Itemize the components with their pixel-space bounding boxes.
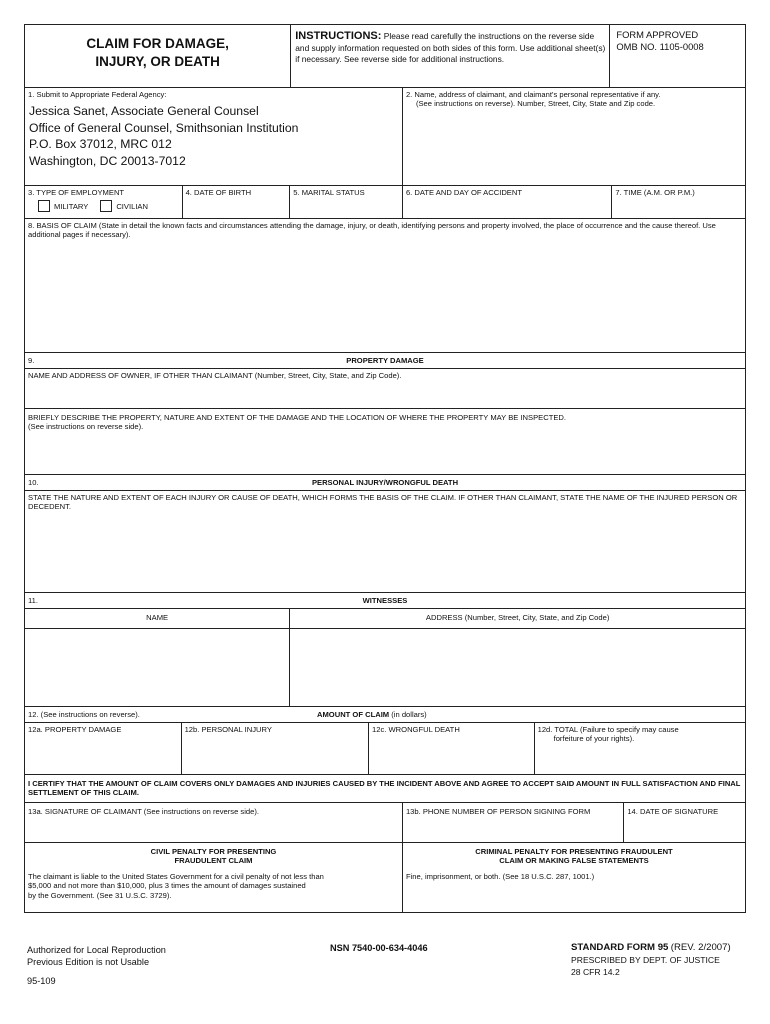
owner-row	[24, 369, 746, 409]
civil-penalty-text-line1: The claimant is liable to the United States Government for a civil penalty of not less than	[28, 871, 324, 881]
property-description-box[interactable]	[25, 409, 745, 474]
personal-injury-header	[24, 475, 746, 491]
injury-description-label: STATE THE NATURE AND EXTENT OF EACH INJURY OR CAUSE OF DEATH, WHICH FORMS THE BASIS OF THE CLAIM. IF OTHER THAN CLAIMANT, STATE THE NAME OF THE INJURED PERSON OR DECEDENT.	[28, 493, 738, 512]
accident-date-box[interactable]	[402, 186, 611, 218]
witness-address-column: ADDRESS (Number, Street, City, State, and Zip Code)	[289, 609, 745, 628]
witnesses-columns	[24, 609, 746, 629]
claimant-signature-box[interactable]	[25, 803, 402, 842]
standard-form-revision: (REV. 2/2007)	[670, 942, 731, 953]
amount-row	[24, 723, 746, 775]
property-damage-amount-label: 12a. PROPERTY DAMAGE	[28, 725, 122, 734]
property-description-note: (See instructions on reverse side).	[28, 422, 144, 432]
basis-of-claim-label: 8. BASIS OF CLAIM (State in detail the known facts and circumstances attending the damage, injury, or death, identifying persons and property involved, the place of occurrence and the cause thereof. Use additional pages if necessary).	[28, 221, 716, 240]
criminal-penalty-box	[402, 843, 745, 912]
wrongful-death-amount-box[interactable]	[368, 723, 534, 774]
witnesses-entry-row	[24, 629, 746, 707]
owner-label: NAME AND ADDRESS OF OWNER, IF OTHER THAN CLAIMANT (Number, Street, City, State, and Zip Code).	[28, 371, 402, 380]
witnesses-header	[24, 593, 746, 609]
witnesses-title: WITNESSES	[362, 596, 408, 605]
amount-of-claim-title-wrap	[317, 710, 427, 719]
military-option[interactable]	[38, 200, 88, 212]
date-of-birth-label: 4. DATE OF BIRTH	[185, 188, 252, 197]
total-amount-label-line2: forfeiture of your rights).	[553, 734, 635, 744]
agency-address	[28, 99, 399, 169]
personal-info-row	[24, 186, 746, 219]
cfr-reference: 28 CFR 14.2	[571, 966, 620, 977]
form-approved-box	[609, 25, 745, 87]
form-header	[24, 24, 746, 88]
witness-name-column: NAME	[146, 613, 169, 622]
employment-options	[28, 200, 179, 212]
total-amount-label-line1: 12d. TOTAL (Failure to specify may cause	[537, 725, 679, 734]
personal-injury-amount-label: 12b. PERSONAL INJURY	[184, 725, 272, 734]
agency-label: 1. Submit to Appropriate Federal Agency:	[28, 90, 167, 99]
civilian-label: CIVILIAN	[116, 201, 148, 211]
form-code: 95-109	[27, 975, 56, 986]
basis-of-claim-box[interactable]	[25, 219, 745, 352]
instructions-box	[290, 25, 609, 87]
personal-injury-title: PERSONAL INJURY/WRONGFUL DEATH	[311, 478, 459, 487]
military-checkbox[interactable]	[38, 200, 50, 212]
property-description-label: BRIEFLY DESCRIBE THE PROPERTY, NATURE AND EXTENT OF THE DAMAGE AND THE LOCATION OF WHERE THE PROPERTY MAY BE INSPECTED.	[28, 413, 566, 422]
agency-line-3: P.O. Box 37012, MRC 012	[29, 137, 172, 152]
criminal-penalty-title-line2: CLAIM OR MAKING FALSE STATEMENTS	[499, 856, 649, 866]
marital-status-label: 5. MARITAL STATUS	[293, 188, 365, 197]
property-damage-number: 9.	[28, 356, 35, 365]
witnesses-number: 11.	[28, 596, 38, 605]
marital-status-box[interactable]	[289, 186, 402, 218]
witness-address-field[interactable]	[289, 629, 745, 706]
personal-injury-amount-box[interactable]	[181, 723, 368, 774]
signature-date-box[interactable]	[623, 803, 745, 842]
military-label: MILITARY	[54, 201, 89, 211]
injury-description-box[interactable]	[25, 491, 745, 592]
agency-line-1: Jessica Sanet, Associate General Counsel	[29, 104, 259, 119]
owner-box[interactable]	[25, 369, 745, 408]
phone-number-box[interactable]	[402, 803, 623, 842]
instructions-lead: INSTRUCTIONS:	[295, 30, 382, 42]
criminal-penalty-text: Fine, imprisonment, or both. (See 18 U.S.C. 287, 1001.)	[405, 871, 595, 881]
agency-claimant-row	[24, 88, 746, 186]
penalties-row	[24, 843, 746, 913]
amount-of-claim-header	[24, 707, 746, 723]
witness-name-field[interactable]	[25, 629, 289, 706]
total-amount-box[interactable]	[534, 723, 745, 774]
omb-number: OMB NO. 1105-0008	[616, 40, 704, 52]
reproduction-note	[27, 944, 166, 987]
form-title-line2: INJURY, OR DEATH	[95, 53, 220, 69]
claimant-signature-label: 13a. SIGNATURE OF CLAIMANT (See instructions on reverse side).	[28, 807, 259, 816]
signature-row	[24, 803, 746, 843]
standard-form-title: STANDARD FORM 95	[571, 942, 669, 953]
amount-of-claim-number: 12. (See instructions on reverse).	[28, 710, 140, 719]
civilian-option[interactable]	[100, 200, 148, 212]
nsn-number: NSN 7540-00-634-4046	[330, 943, 428, 953]
date-of-birth-box[interactable]	[182, 186, 290, 218]
form-title-line1: CLAIM FOR DAMAGE,	[86, 36, 229, 51]
claim-form	[24, 24, 746, 913]
prescribed-by: PRESCRIBED BY DEPT. OF JUSTICE	[571, 954, 720, 965]
form-approved-label: FORM APPROVED	[616, 29, 699, 40]
employment-type-label: 3. TYPE OF EMPLOYMENT	[28, 188, 125, 197]
claimant-label-line2: (See instructions on reverse). Number, Street, City, State and Zip code.	[415, 99, 656, 109]
civil-penalty-title-line1: CIVIL PENALTY FOR PRESENTING	[150, 847, 277, 856]
amount-of-claim-title: AMOUNT OF CLAIM	[317, 710, 390, 719]
signature-date-label: 14. DATE OF SIGNATURE	[627, 807, 719, 816]
property-damage-amount-box[interactable]	[25, 723, 181, 774]
criminal-penalty-title-line1: CRIMINAL PENALTY FOR PRESENTING FRAUDULENT	[475, 847, 673, 856]
reproduction-line1: Authorized for Local Reproduction	[27, 945, 166, 955]
wrongful-death-amount-label: 12c. WRONGFUL DEATH	[372, 725, 460, 734]
agency-line-2: Office of General Counsel, Smithsonian Institution	[29, 120, 299, 135]
instructions-text: Please read carefully the instructions on the reverse side and supply information requested on both sides of this form. Use additional sheet(s) if necessary. See reverse side for additional instructions.	[295, 31, 606, 65]
civil-penalty-text-line2: $5,000 and not more than $10,000, plus 3 times the amount of damages sustained	[28, 881, 306, 891]
certification-row	[24, 775, 746, 803]
employment-type-box	[25, 186, 182, 218]
amount-of-claim-header-cell	[25, 707, 745, 722]
civil-penalty-text-line3: by the Government. (See 31 U.S.C. 3729).	[28, 890, 172, 900]
accident-time-label: 7. TIME (A.M. OR P.M.)	[615, 188, 695, 197]
accident-time-box[interactable]	[611, 186, 745, 218]
phone-number-label: 13b. PHONE NUMBER OF PERSON SIGNING FORM	[405, 807, 591, 816]
civil-penalty-title-line2: FRAUDULENT CLAIM	[174, 856, 253, 866]
civil-penalty-box	[25, 843, 402, 912]
reproduction-line2: Previous Edition is not Usable	[27, 957, 150, 968]
property-damage-header	[24, 353, 746, 369]
claimant-label-line1: 2. Name, address of claimant, and claimant's personal representative if any.	[405, 90, 661, 99]
property-damage-title: PROPERTY DAMAGE	[346, 356, 424, 365]
injury-description-row	[24, 491, 746, 593]
agency-box[interactable]	[25, 88, 402, 185]
basis-of-claim-row	[24, 219, 746, 353]
claimant-box[interactable]	[402, 88, 745, 185]
certification-text: I CERTIFY THAT THE AMOUNT OF CLAIM COVERS ONLY DAMAGES AND INJURIES CAUSED BY THE INCIDENT ABOVE AND AGREE TO ACCEPT SAID AMOUNT IN FULL SATISFACTION AND FINAL SETTLEMENT OF THIS CLAIM.	[28, 779, 741, 798]
form-title	[25, 25, 290, 87]
amount-of-claim-units: (in dollars)	[391, 710, 427, 719]
property-description-row	[24, 409, 746, 475]
civilian-checkbox[interactable]	[100, 200, 112, 212]
agency-line-4: Washington, DC 20013-7012	[29, 153, 186, 168]
standard-form-info	[571, 942, 731, 978]
personal-injury-number: 10.	[28, 478, 39, 487]
accident-date-label: 6. DATE AND DAY OF ACCIDENT	[405, 188, 522, 197]
